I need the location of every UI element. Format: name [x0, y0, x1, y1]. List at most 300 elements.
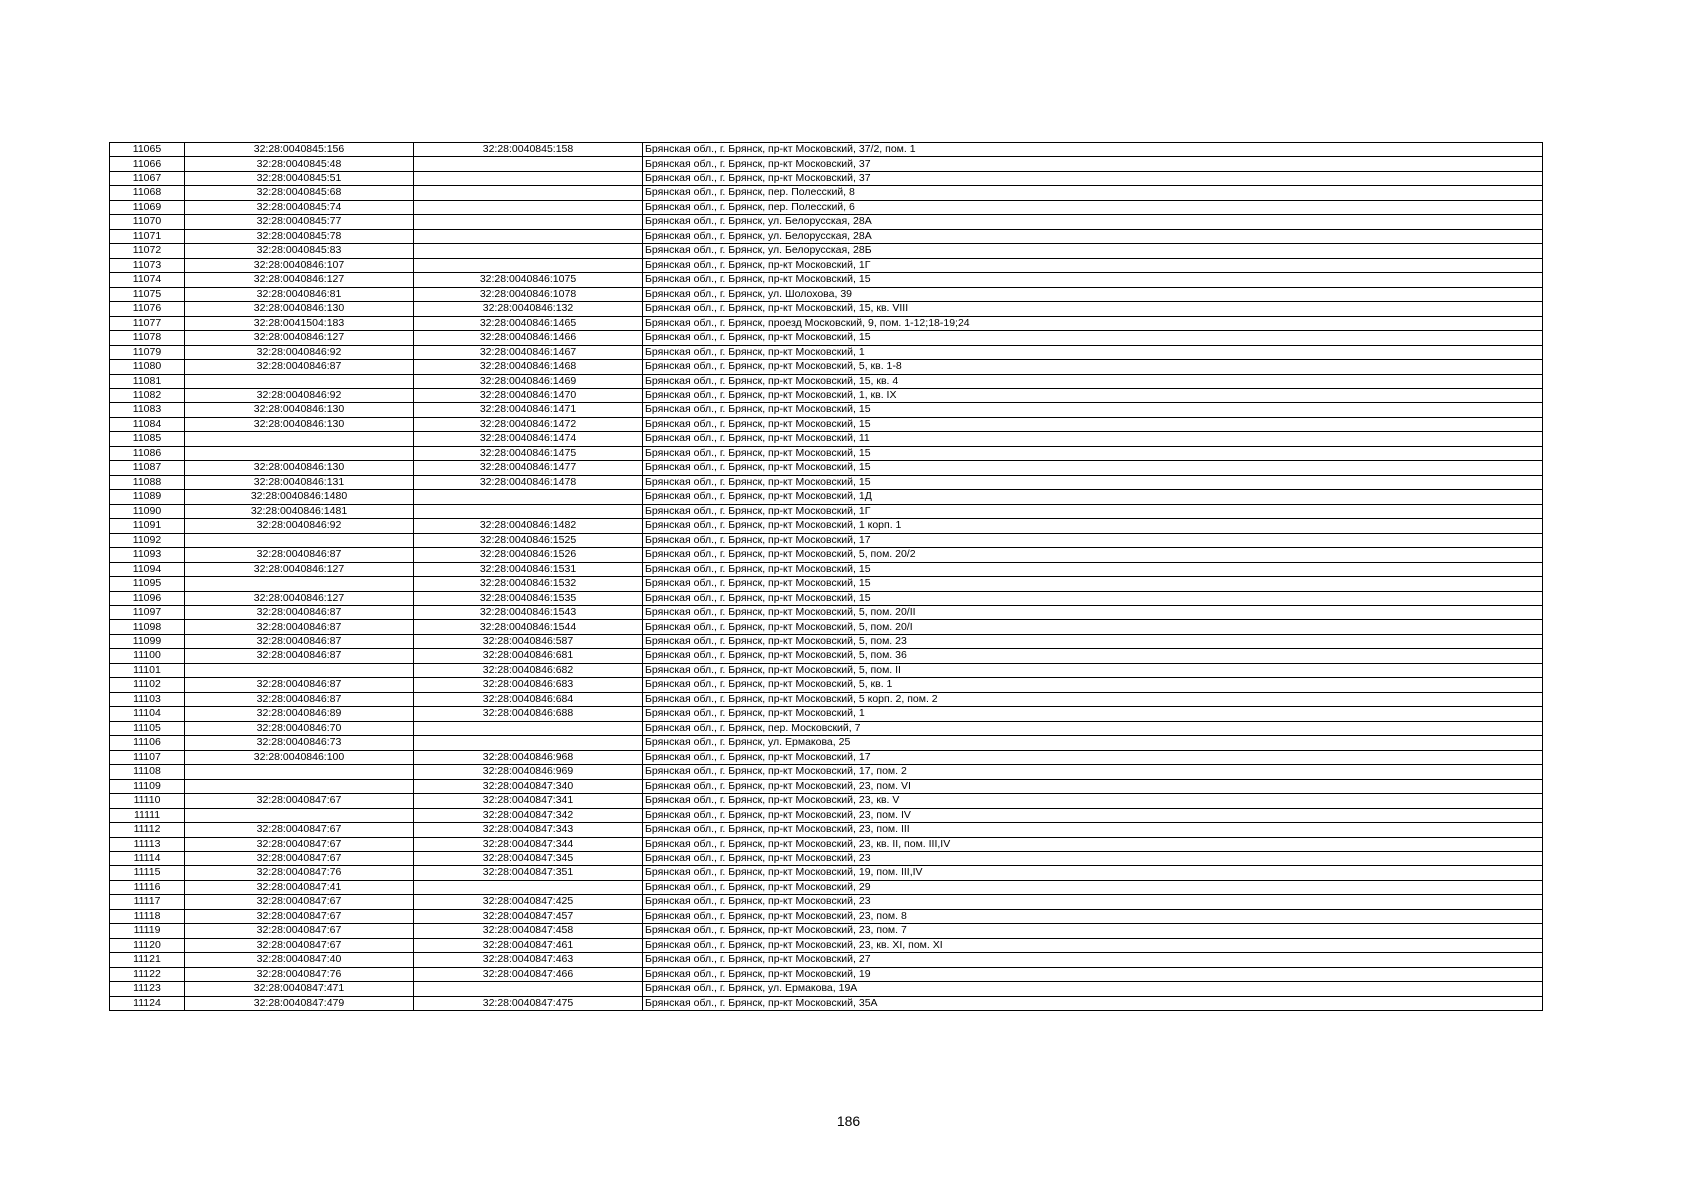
row-number-cell: 11117: [110, 895, 185, 909]
cadastral-number-cell: 32:28:0040846:87: [185, 620, 414, 634]
cadastral-number-cell: 32:28:0040847:67: [185, 794, 414, 808]
cadastral-number-cell: 32:28:0040845:68: [185, 186, 414, 200]
related-cadastral-number-cell: 32:28:0040847:342: [414, 808, 643, 822]
related-cadastral-number-cell: 32:28:0040846:1531: [414, 562, 643, 576]
row-number-cell: 11066: [110, 157, 185, 171]
address-cell: Брянская обл., г. Брянск, пр-кт Московский, 1, кв. IX: [643, 388, 1543, 402]
row-number-cell: 11110: [110, 794, 185, 808]
related-cadastral-number-cell: [414, 982, 643, 996]
related-cadastral-number-cell: 32:28:0040845:158: [414, 143, 643, 157]
related-cadastral-number-cell: 32:28:0040847:475: [414, 996, 643, 1010]
related-cadastral-number-cell: 32:28:0040846:1469: [414, 374, 643, 388]
address-cell: Брянская обл., г. Брянск, пр-кт Московский, 5 корп. 2, пом. 2: [643, 692, 1543, 706]
table-row: [110, 794, 1543, 808]
row-number-cell: 11100: [110, 649, 185, 663]
row-number-cell: 11104: [110, 707, 185, 721]
related-cadastral-number-cell: [414, 200, 643, 214]
row-number-cell: 11083: [110, 403, 185, 417]
row-number-cell: 11075: [110, 287, 185, 301]
address-cell: Брянская обл., г. Брянск, пр-кт Московский, 1: [643, 707, 1543, 721]
related-cadastral-number-cell: [414, 171, 643, 185]
address-cell: Брянская обл., г. Брянск, пр-кт Московский, 1: [643, 345, 1543, 359]
table-row: [110, 823, 1543, 837]
table-row: [110, 606, 1543, 620]
cadastral-number-cell: 32:28:0040845:51: [185, 171, 414, 185]
cadastral-number-cell: 32:28:0040846:73: [185, 736, 414, 750]
address-cell: Брянская обл., г. Брянск, ул. Белорусская, 28А: [643, 229, 1543, 243]
related-cadastral-number-cell: 32:28:0040846:1465: [414, 316, 643, 330]
row-number-cell: 11124: [110, 996, 185, 1010]
row-number-cell: 11077: [110, 316, 185, 330]
cadastral-number-cell: 32:28:0040846:127: [185, 562, 414, 576]
cadastral-number-cell: 32:28:0040846:92: [185, 388, 414, 402]
address-cell: Брянская обл., г. Брянск, пр-кт Московский, 15: [643, 446, 1543, 460]
row-number-cell: 11069: [110, 200, 185, 214]
table-row: [110, 866, 1543, 880]
cadastral-number-cell: [185, 533, 414, 547]
table-row: [110, 750, 1543, 764]
table-row: [110, 519, 1543, 533]
address-cell: Брянская обл., г. Брянск, пер. Полесский, 8: [643, 186, 1543, 200]
cadastral-number-cell: 32:28:0040846:131: [185, 475, 414, 489]
row-number-cell: 11105: [110, 721, 185, 735]
row-number-cell: 11121: [110, 953, 185, 967]
table-row: [110, 200, 1543, 214]
row-number-cell: 11076: [110, 302, 185, 316]
address-cell: Брянская обл., г. Брянск, пр-кт Московский, 15: [643, 403, 1543, 417]
table-row: [110, 533, 1543, 547]
row-number-cell: 11099: [110, 634, 185, 648]
table-row: [110, 678, 1543, 692]
row-number-cell: 11079: [110, 345, 185, 359]
address-cell: Брянская обл., г. Брянск, пр-кт Московский, 15, кв. VIII: [643, 302, 1543, 316]
related-cadastral-number-cell: 32:28:0040846:587: [414, 634, 643, 648]
row-number-cell: 11118: [110, 909, 185, 923]
row-number-cell: 11092: [110, 533, 185, 547]
cadastral-number-cell: 32:28:0040845:77: [185, 215, 414, 229]
related-cadastral-number-cell: 32:28:0040846:688: [414, 707, 643, 721]
table-row: [110, 808, 1543, 822]
row-number-cell: 11107: [110, 750, 185, 764]
related-cadastral-number-cell: [414, 244, 643, 258]
cadastral-number-cell: 32:28:0040846:1480: [185, 490, 414, 504]
related-cadastral-number-cell: 32:28:0040846:1482: [414, 519, 643, 533]
table-row: [110, 331, 1543, 345]
row-number-cell: 11119: [110, 924, 185, 938]
row-number-cell: 11081: [110, 374, 185, 388]
table-row: [110, 577, 1543, 591]
table-row: [110, 649, 1543, 663]
row-number-cell: 11089: [110, 490, 185, 504]
related-cadastral-number-cell: 32:28:0040846:1075: [414, 273, 643, 287]
row-number-cell: 11078: [110, 331, 185, 345]
row-number-cell: 11067: [110, 171, 185, 185]
related-cadastral-number-cell: 32:28:0040846:683: [414, 678, 643, 692]
row-number-cell: 11106: [110, 736, 185, 750]
address-cell: Брянская обл., г. Брянск, пр-кт Московский, 15: [643, 461, 1543, 475]
table-row: [110, 895, 1543, 909]
row-number-cell: 11065: [110, 143, 185, 157]
table-row: [110, 143, 1543, 157]
row-number-cell: 11111: [110, 808, 185, 822]
cadastral-number-cell: 32:28:0040846:70: [185, 721, 414, 735]
address-cell: Брянская обл., г. Брянск, пр-кт Московский, 23, кв. II, пом. III,IV: [643, 837, 1543, 851]
row-number-cell: 11114: [110, 851, 185, 865]
cadastral-number-cell: 32:28:0040846:92: [185, 519, 414, 533]
row-number-cell: 11068: [110, 186, 185, 200]
related-cadastral-number-cell: 32:28:0040846:1468: [414, 360, 643, 374]
address-cell: Брянская обл., г. Брянск, пр-кт Московский, 1 корп. 1: [643, 519, 1543, 533]
related-cadastral-number-cell: [414, 186, 643, 200]
related-cadastral-number-cell: 32:28:0040847:425: [414, 895, 643, 909]
row-number-cell: 11097: [110, 606, 185, 620]
cadastral-number-cell: [185, 779, 414, 793]
address-cell: Брянская обл., г. Брянск, пр-кт Московский, 37: [643, 171, 1543, 185]
address-cell: Брянская обл., г. Брянск, пр-кт Московский, 17: [643, 750, 1543, 764]
cadastral-number-cell: 32:28:0040847:41: [185, 880, 414, 894]
table-row: [110, 837, 1543, 851]
cadastral-number-cell: [185, 577, 414, 591]
address-cell: Брянская обл., г. Брянск, пр-кт Московский, 5, кв. 1: [643, 678, 1543, 692]
cadastral-number-cell: 32:28:0040846:87: [185, 649, 414, 663]
cadastral-number-cell: 32:28:0040846:92: [185, 345, 414, 359]
related-cadastral-number-cell: 32:28:0040846:1472: [414, 417, 643, 431]
address-cell: Брянская обл., г. Брянск, пр-кт Московский, 15: [643, 475, 1543, 489]
cadastral-number-cell: [185, 765, 414, 779]
table-row: [110, 302, 1543, 316]
address-cell: Брянская обл., г. Брянск, пр-кт Московский, 23: [643, 895, 1543, 909]
cadastral-number-cell: 32:28:0040846:127: [185, 591, 414, 605]
related-cadastral-number-cell: 32:28:0040847:458: [414, 924, 643, 938]
table-row: [110, 417, 1543, 431]
row-number-cell: 11094: [110, 562, 185, 576]
row-number-cell: 11103: [110, 692, 185, 706]
row-number-cell: 11080: [110, 360, 185, 374]
row-number-cell: 11102: [110, 678, 185, 692]
table-row: [110, 591, 1543, 605]
address-cell: Брянская обл., г. Брянск, пр-кт Московский, 5, пом. 20/2: [643, 548, 1543, 562]
related-cadastral-number-cell: 32:28:0040846:1474: [414, 432, 643, 446]
cadastral-number-cell: 32:28:0040846:130: [185, 403, 414, 417]
table-row: [110, 461, 1543, 475]
address-cell: Брянская обл., г. Брянск, пр-кт Московский, 5, пом. 23: [643, 634, 1543, 648]
address-cell: Брянская обл., г. Брянск, ул. Ермакова, 19А: [643, 982, 1543, 996]
address-cell: Брянская обл., г. Брянск, пр-кт Московский, 5, пом. 20/I: [643, 620, 1543, 634]
related-cadastral-number-cell: 32:28:0040846:1471: [414, 403, 643, 417]
address-cell: Брянская обл., г. Брянск, ул. Шолохова, 39: [643, 287, 1543, 301]
table-row: [110, 229, 1543, 243]
row-number-cell: 11085: [110, 432, 185, 446]
cadastral-number-cell: 32:28:0040846:1481: [185, 504, 414, 518]
related-cadastral-number-cell: 32:28:0040846:1466: [414, 331, 643, 345]
related-cadastral-number-cell: [414, 880, 643, 894]
table-row: [110, 504, 1543, 518]
related-cadastral-number-cell: 32:28:0040846:682: [414, 663, 643, 677]
table-row: [110, 765, 1543, 779]
table-body: [110, 143, 1543, 1011]
address-cell: Брянская обл., г. Брянск, пер. Полесский, 6: [643, 200, 1543, 214]
address-cell: Брянская обл., г. Брянск, пр-кт Московский, 23: [643, 851, 1543, 865]
row-number-cell: 11084: [110, 417, 185, 431]
row-number-cell: 11086: [110, 446, 185, 460]
related-cadastral-number-cell: 32:28:0040847:345: [414, 851, 643, 865]
related-cadastral-number-cell: [414, 258, 643, 272]
address-cell: Брянская обл., г. Брянск, пр-кт Московский, 5, кв. 1-8: [643, 360, 1543, 374]
related-cadastral-number-cell: 32:28:0040846:969: [414, 765, 643, 779]
row-number-cell: 11070: [110, 215, 185, 229]
cadastral-number-cell: [185, 663, 414, 677]
related-cadastral-number-cell: [414, 721, 643, 735]
row-number-cell: 11122: [110, 967, 185, 981]
cadastral-number-cell: 32:28:0040847:67: [185, 924, 414, 938]
row-number-cell: 11098: [110, 620, 185, 634]
cadastral-number-cell: 32:28:0040846:130: [185, 417, 414, 431]
cadastral-number-cell: 32:28:0040847:471: [185, 982, 414, 996]
registry-table: [109, 142, 1543, 1011]
related-cadastral-number-cell: [414, 215, 643, 229]
related-cadastral-number-cell: 32:28:0040846:132: [414, 302, 643, 316]
cadastral-number-cell: 32:28:0040847:76: [185, 967, 414, 981]
cadastral-number-cell: 32:28:0040846:87: [185, 678, 414, 692]
address-cell: Брянская обл., г. Брянск, пр-кт Московский, 23, пом. VI: [643, 779, 1543, 793]
related-cadastral-number-cell: 32:28:0040847:343: [414, 823, 643, 837]
table-row: [110, 475, 1543, 489]
cadastral-number-cell: [185, 374, 414, 388]
related-cadastral-number-cell: 32:28:0040846:1532: [414, 577, 643, 591]
address-cell: Брянская обл., г. Брянск, пр-кт Московский, 15: [643, 417, 1543, 431]
related-cadastral-number-cell: 32:28:0040847:466: [414, 967, 643, 981]
address-cell: Брянская обл., г. Брянск, пр-кт Московский, 15: [643, 577, 1543, 591]
related-cadastral-number-cell: 32:28:0040846:1478: [414, 475, 643, 489]
address-cell: Брянская обл., г. Брянск, пр-кт Московский, 27: [643, 953, 1543, 967]
row-number-cell: 11072: [110, 244, 185, 258]
cadastral-number-cell: 32:28:0040846:100: [185, 750, 414, 764]
table-row: [110, 982, 1543, 996]
related-cadastral-number-cell: 32:28:0040846:1467: [414, 345, 643, 359]
row-number-cell: 11116: [110, 880, 185, 894]
row-number-cell: 11088: [110, 475, 185, 489]
table-row: [110, 316, 1543, 330]
table-row: [110, 634, 1543, 648]
table-row: [110, 924, 1543, 938]
related-cadastral-number-cell: 32:28:0040846:681: [414, 649, 643, 663]
table-row: [110, 186, 1543, 200]
table-row: [110, 692, 1543, 706]
address-cell: Брянская обл., г. Брянск, ул. Белорусская, 28А: [643, 215, 1543, 229]
cadastral-number-cell: 32:28:0040846:87: [185, 548, 414, 562]
related-cadastral-number-cell: [414, 504, 643, 518]
table-row: [110, 273, 1543, 287]
related-cadastral-number-cell: 32:28:0040846:684: [414, 692, 643, 706]
cadastral-number-cell: 32:28:0040845:48: [185, 157, 414, 171]
table-row: [110, 620, 1543, 634]
cadastral-number-cell: 32:28:0040847:67: [185, 837, 414, 851]
table-row: [110, 157, 1543, 171]
related-cadastral-number-cell: 32:28:0040846:1475: [414, 446, 643, 460]
cadastral-number-cell: 32:28:0040846:130: [185, 302, 414, 316]
cadastral-number-cell: 32:28:0040845:78: [185, 229, 414, 243]
table-row: [110, 374, 1543, 388]
related-cadastral-number-cell: [414, 736, 643, 750]
table-row: [110, 953, 1543, 967]
address-cell: Брянская обл., г. Брянск, пр-кт Московский, 1Д: [643, 490, 1543, 504]
related-cadastral-number-cell: [414, 490, 643, 504]
row-number-cell: 11115: [110, 866, 185, 880]
related-cadastral-number-cell: 32:28:0040846:1525: [414, 533, 643, 547]
cadastral-number-cell: 32:28:0040847:40: [185, 953, 414, 967]
address-cell: Брянская обл., г. Брянск, пр-кт Московский, 23, пом. III: [643, 823, 1543, 837]
address-cell: Брянская обл., г. Брянск, проезд Московский, 9, пом. 1-12;18-19;24: [643, 316, 1543, 330]
table-row: [110, 721, 1543, 735]
table-row: [110, 345, 1543, 359]
table-row: [110, 360, 1543, 374]
address-cell: Брянская обл., г. Брянск, пр-кт Московский, 15: [643, 273, 1543, 287]
table-row: [110, 663, 1543, 677]
address-cell: Брянская обл., г. Брянск, пр-кт Московский, 15: [643, 331, 1543, 345]
address-cell: Брянская обл., г. Брянск, ул. Белорусская, 28Б: [643, 244, 1543, 258]
address-cell: Брянская обл., г. Брянск, пр-кт Московский, 17, пом. 2: [643, 765, 1543, 779]
address-cell: Брянская обл., г. Брянск, пр-кт Московский, 15: [643, 591, 1543, 605]
address-cell: Брянская обл., г. Брянск, пр-кт Московский, 11: [643, 432, 1543, 446]
related-cadastral-number-cell: 32:28:0040847:463: [414, 953, 643, 967]
cadastral-number-cell: 32:28:0040846:107: [185, 258, 414, 272]
row-number-cell: 11093: [110, 548, 185, 562]
table-row: [110, 548, 1543, 562]
cadastral-number-cell: 32:28:0040846:87: [185, 692, 414, 706]
cadastral-number-cell: 32:28:0040847:479: [185, 996, 414, 1010]
cadastral-number-cell: 32:28:0040846:89: [185, 707, 414, 721]
table-row: [110, 562, 1543, 576]
row-number-cell: 11109: [110, 779, 185, 793]
row-number-cell: 11095: [110, 577, 185, 591]
related-cadastral-number-cell: 32:28:0040846:1543: [414, 606, 643, 620]
cadastral-number-cell: 32:28:0040846:130: [185, 461, 414, 475]
cadastral-number-cell: 32:28:0040846:87: [185, 360, 414, 374]
row-number-cell: 11096: [110, 591, 185, 605]
cadastral-number-cell: 32:28:0040845:83: [185, 244, 414, 258]
related-cadastral-number-cell: 32:28:0040847:341: [414, 794, 643, 808]
address-cell: Брянская обл., г. Брянск, пр-кт Московский, 37/2, пом. 1: [643, 143, 1543, 157]
cadastral-number-cell: [185, 432, 414, 446]
row-number-cell: 11073: [110, 258, 185, 272]
cadastral-number-cell: 32:28:0040847:67: [185, 938, 414, 952]
related-cadastral-number-cell: 32:28:0040846:1470: [414, 388, 643, 402]
row-number-cell: 11101: [110, 663, 185, 677]
row-number-cell: 11090: [110, 504, 185, 518]
row-number-cell: 11123: [110, 982, 185, 996]
cadastral-number-cell: 32:28:0040845:74: [185, 200, 414, 214]
address-cell: Брянская обл., г. Брянск, пр-кт Московский, 17: [643, 533, 1543, 547]
address-cell: Брянская обл., г. Брянск, ул. Ермакова, 25: [643, 736, 1543, 750]
related-cadastral-number-cell: [414, 157, 643, 171]
address-cell: Брянская обл., г. Брянск, пр-кт Московский, 1Г: [643, 258, 1543, 272]
cadastral-number-cell: 32:28:0040846:87: [185, 634, 414, 648]
table-row: [110, 490, 1543, 504]
cadastral-number-cell: 32:28:0040847:76: [185, 866, 414, 880]
table-row: [110, 446, 1543, 460]
related-cadastral-number-cell: 32:28:0040846:1477: [414, 461, 643, 475]
table-row: [110, 996, 1543, 1010]
table-row: [110, 938, 1543, 952]
related-cadastral-number-cell: 32:28:0040847:351: [414, 866, 643, 880]
row-number-cell: 11108: [110, 765, 185, 779]
address-cell: Брянская обл., г. Брянск, пр-кт Московский, 19: [643, 967, 1543, 981]
cadastral-number-cell: 32:28:0040846:87: [185, 606, 414, 620]
address-cell: Брянская обл., г. Брянск, пр-кт Московский, 5, пом. II: [643, 663, 1543, 677]
cadastral-number-cell: [185, 446, 414, 460]
address-cell: Брянская обл., г. Брянск, пр-кт Московский, 29: [643, 880, 1543, 894]
table-row: [110, 967, 1543, 981]
related-cadastral-number-cell: 32:28:0040846:1544: [414, 620, 643, 634]
row-number-cell: 11120: [110, 938, 185, 952]
table-row: [110, 736, 1543, 750]
address-cell: Брянская обл., г. Брянск, пр-кт Московский, 23, кв. XI, пом. XI: [643, 938, 1543, 952]
address-cell: Брянская обл., г. Брянск, пр-кт Московский, 23, кв. V: [643, 794, 1543, 808]
address-cell: Брянская обл., г. Брянск, пр-кт Московский, 35А: [643, 996, 1543, 1010]
table-row: [110, 432, 1543, 446]
cadastral-number-cell: 32:28:0040847:67: [185, 823, 414, 837]
row-number-cell: 11112: [110, 823, 185, 837]
related-cadastral-number-cell: 32:28:0040847:340: [414, 779, 643, 793]
address-cell: Брянская обл., г. Брянск, пр-кт Московский, 19, пом. III,IV: [643, 866, 1543, 880]
table-row: [110, 851, 1543, 865]
row-number-cell: 11091: [110, 519, 185, 533]
related-cadastral-number-cell: 32:28:0040847:461: [414, 938, 643, 952]
related-cadastral-number-cell: 32:28:0040846:1535: [414, 591, 643, 605]
related-cadastral-number-cell: 32:28:0040847:457: [414, 909, 643, 923]
address-cell: Брянская обл., г. Брянск, пр-кт Московский, 15, кв. 4: [643, 374, 1543, 388]
cadastral-number-cell: 32:28:0040847:67: [185, 851, 414, 865]
related-cadastral-number-cell: 32:28:0040846:968: [414, 750, 643, 764]
table-row: [110, 171, 1543, 185]
table-row: [110, 388, 1543, 402]
row-number-cell: 11074: [110, 273, 185, 287]
table-row: [110, 287, 1543, 301]
address-cell: Брянская обл., г. Брянск, пр-кт Московский, 5, пом. 20/II: [643, 606, 1543, 620]
table-row: [110, 244, 1543, 258]
cadastral-number-cell: 32:28:0040846:81: [185, 287, 414, 301]
row-number-cell: 11087: [110, 461, 185, 475]
address-cell: Брянская обл., г. Брянск, пр-кт Московский, 23, пом. IV: [643, 808, 1543, 822]
cadastral-number-cell: 32:28:0041504:183: [185, 316, 414, 330]
row-number-cell: 11071: [110, 229, 185, 243]
row-number-cell: 11082: [110, 388, 185, 402]
address-cell: Брянская обл., г. Брянск, пер. Московский, 7: [643, 721, 1543, 735]
table-row: [110, 909, 1543, 923]
related-cadastral-number-cell: 32:28:0040847:344: [414, 837, 643, 851]
cadastral-number-cell: 32:28:0040847:67: [185, 895, 414, 909]
related-cadastral-number-cell: 32:28:0040846:1526: [414, 548, 643, 562]
address-cell: Брянская обл., г. Брянск, пр-кт Московский, 1Г: [643, 504, 1543, 518]
address-cell: Брянская обл., г. Брянск, пр-кт Московский, 23, пом. 8: [643, 909, 1543, 923]
address-cell: Брянская обл., г. Брянск, пр-кт Московский, 15: [643, 562, 1543, 576]
table-row: [110, 403, 1543, 417]
table-row: [110, 707, 1543, 721]
cadastral-number-cell: 32:28:0040846:127: [185, 273, 414, 287]
table-row: [110, 779, 1543, 793]
cadastral-number-cell: 32:28:0040845:156: [185, 143, 414, 157]
page-number: 186: [836, 1113, 861, 1129]
table-row: [110, 258, 1543, 272]
related-cadastral-number-cell: 32:28:0040846:1078: [414, 287, 643, 301]
cadastral-number-cell: 32:28:0040846:127: [185, 331, 414, 345]
table-row: [110, 215, 1543, 229]
related-cadastral-number-cell: [414, 229, 643, 243]
address-cell: Брянская обл., г. Брянск, пр-кт Московский, 37: [643, 157, 1543, 171]
address-cell: Брянская обл., г. Брянск, пр-кт Московский, 5, пом. 36: [643, 649, 1543, 663]
cadastral-number-cell: 32:28:0040847:67: [185, 909, 414, 923]
row-number-cell: 11113: [110, 837, 185, 851]
